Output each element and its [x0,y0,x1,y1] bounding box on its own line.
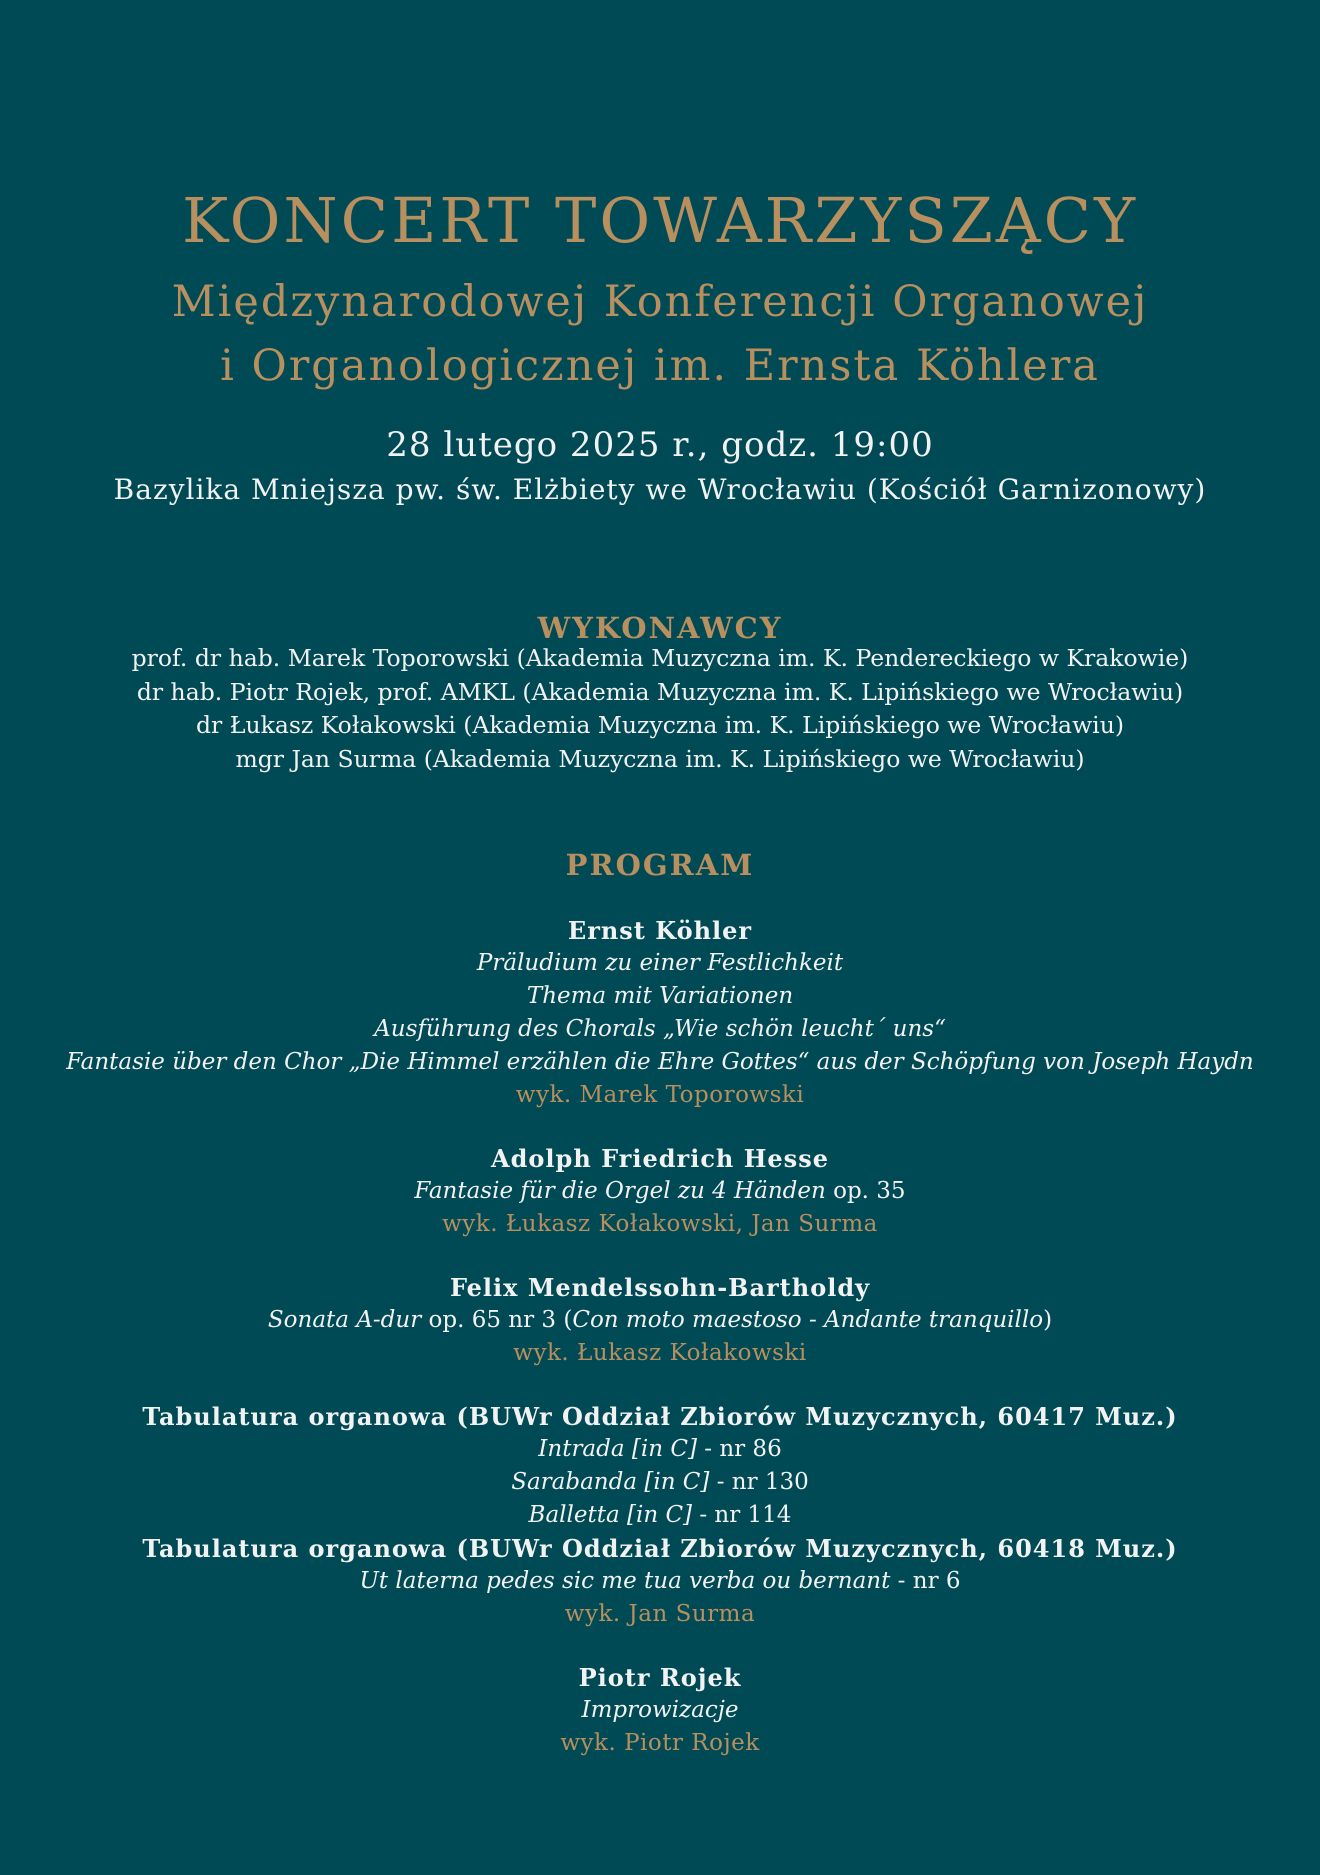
program-item-hesse [0,1142,1320,1241]
work-line [0,1466,1320,1499]
work-title: Intrada [in C] [538,1436,697,1462]
work-line [0,1565,1320,1598]
program-list [0,914,1320,1790]
page-subtitle [0,270,1320,398]
work-line [0,1433,1320,1466]
work-number: - nr 86 [696,1436,782,1462]
work-title: Sonata A-dur [267,1307,422,1333]
performer-line: dr Łukasz Kołakowski (Akademia Muzyczna im. K. Lipińskiego we Wrocławiu) [195,711,1125,739]
composer-name: Tabulatura organowa (BUWr Oddział Zbiorów Muzycznych, 60417 Muz.) [142,1402,1178,1431]
performer-line: prof. dr hab. Marek Toporowski (Akademia Muzyczna im. K. Pendereckiego w Krakowie) [131,644,1189,672]
composer-name: Tabulatura organowa (BUWr Oddział Zbiorów Muzycznych, 60418 Muz.) [142,1534,1178,1563]
work-number: - nr 6 [890,1568,961,1594]
program-item-mendelssohn [0,1271,1320,1370]
work-title: Fantasie für die Orgel zu 4 Händen [414,1178,826,1204]
work-performer: wyk. Jan Surma [564,1601,756,1627]
work-performer: wyk. Marek Toporowski [515,1082,805,1108]
work-performer: wyk. Łukasz Kołakowski, Jan Surma [442,1211,878,1237]
work-close: ) [1043,1307,1053,1333]
program-item-tabulatura [0,1400,1320,1631]
work-title: Ut laterna pedes sic me tua verba ou bernant [359,1568,891,1594]
work-number: - nr 130 [709,1469,809,1495]
work-line [0,1304,1320,1337]
work-line [0,1499,1320,1532]
work-title: Ausführung des Chorals „Wie schön leucht´ uns“ [374,1016,946,1042]
work-opus: op. 65 nr 3 ( [421,1307,573,1333]
work-line [0,1175,1320,1208]
work-title: Balletta [in C] [528,1502,693,1528]
performers-list [0,642,1320,776]
work-number: - nr 114 [692,1502,792,1528]
work-title: Präludium zu einer Festlichkeit [476,950,844,976]
work-title: Improwizacje [581,1697,739,1723]
composer-name: Felix Mendelssohn-Bartholdy [449,1273,871,1302]
composer-name: Piotr Rojek [578,1663,742,1692]
work-opus: op. 35 [825,1178,906,1204]
work-title: Sarabanda [in C] [511,1469,710,1495]
work-title: Thema mit Variationen [526,983,794,1009]
performer-line: dr hab. Piotr Rojek, prof. AMKL (Akademia Muzyczna im. K. Lipińskiego we Wrocławiu) [136,677,1184,706]
subtitle-line-1: Międzynarodowej Konferencji Organowej [171,277,1149,327]
performers-heading: WYKONAWCY [537,611,783,645]
composer-name: Ernst Köhler [567,916,753,945]
program-item-koehler [0,914,1320,1112]
work-title: Fantasie über den Chor „Die Himmel erzählen die Ehre Gottes“ aus der Schöpfung von Joseph Haydn [66,1049,1254,1075]
concert-venue: Bazylika Mniejsza pw. św. Elżbiety we Wrocławiu (Kościół Garnizonowy) [113,473,1207,506]
performer-line: mgr Jan Surma (Akademia Muzyczna im. K. Lipińskiego we Wrocławiu) [235,744,1085,773]
page-title: KONCERT TOWARZYSZĄCY [181,184,1139,257]
composer-name: Adolph Friedrich Hesse [491,1144,829,1173]
work-movements: Con moto maestoso - Andante tranquillo [572,1307,1044,1333]
program-item-rojek [0,1661,1320,1760]
subtitle-line-2: i Organologicznej im. Ernsta Köhlera [220,341,1100,391]
work-performer: wyk. Piotr Rojek [560,1730,760,1756]
concert-date: 28 lutego 2025 r., godz. 19:00 [386,425,934,465]
program-heading: PROGRAM [565,848,755,882]
work-performer: wyk. Łukasz Kołakowski [513,1340,807,1366]
